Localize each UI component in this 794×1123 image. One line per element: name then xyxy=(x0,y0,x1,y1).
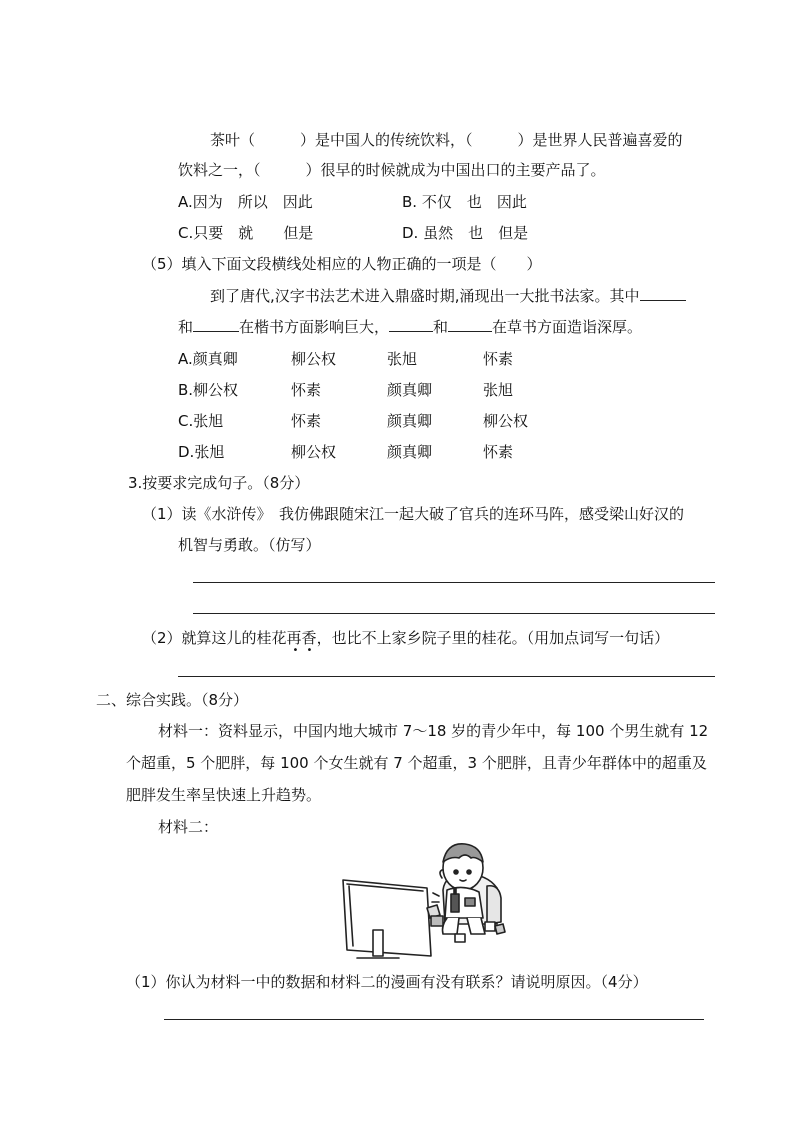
q5-option-label: B.柳公权 xyxy=(178,381,239,399)
q5-option-name: 柳公权 xyxy=(291,350,337,368)
section-2-question-1: （1）你认为材料一中的数据和材料二的漫画有没有联系？请说明原因。（4分） xyxy=(126,973,648,991)
q5-passage-and2: 和 xyxy=(433,318,449,336)
q3-item1-line1: （1）读《水浒传》 我仿佛跟随宋江一起大破了官兵的连环马阵，感受梁山好汉的 xyxy=(142,505,685,523)
tea-question-line2: 饮料之一，（ ）很早的时候就成为中国出口的主要产品了。 xyxy=(178,161,606,179)
q5-option-name: 怀素 xyxy=(483,350,514,368)
q5-option-label: D.张旭 xyxy=(178,443,225,461)
blank-line xyxy=(640,286,686,301)
material-1-line2: 个超重，5 个肥胖，每 100 个女生就有 7 个超重，3 个肥胖，且青少年群体中的超重及 xyxy=(126,754,707,772)
tea-option-d: D. 虽然 也 但是 xyxy=(402,224,529,242)
q3-item2 xyxy=(142,628,670,656)
q3-item2-dotted-text: 再香 xyxy=(286,629,317,647)
q5-option-label: C.张旭 xyxy=(178,412,224,430)
q5-passage-line1 xyxy=(210,286,686,306)
q5-option-name: 颜真卿 xyxy=(387,381,433,399)
section-2-title: 二、综合实践。（8分） xyxy=(96,691,249,709)
q5-option-name: 柳公权 xyxy=(291,443,337,461)
answer-line xyxy=(164,1019,704,1020)
q5-passage-text1: 到了唐代,汉字书法艺术进入鼎盛时期,涌现出一大批书法家。其中 xyxy=(210,287,640,305)
emphasis-dots: •• xyxy=(292,645,321,656)
q5-passage-kaishu: 在楷书方面影响巨大， xyxy=(239,318,390,336)
blank-line xyxy=(193,317,239,332)
q5-option-name: 颜真卿 xyxy=(387,443,433,461)
material-2-label: 材料二： xyxy=(158,818,219,836)
blank-line xyxy=(448,317,492,332)
cartoon-child-watching-tv xyxy=(335,838,515,964)
tea-option-a: A.因为 所以 因此 xyxy=(178,193,313,211)
q5-passage-line2 xyxy=(178,317,642,337)
question-3-title: 3.按要求完成句子。（8分） xyxy=(128,474,310,492)
answer-line xyxy=(193,613,715,614)
tea-option-b: B. 不仅 也 因此 xyxy=(402,193,527,211)
q3-item1-line2: 机智与勇敢。（仿写） xyxy=(178,536,321,554)
dotted-word xyxy=(286,629,321,656)
q5-option-name: 柳公权 xyxy=(483,412,529,430)
q3-item2-rest: ，也比不上家乡院子里的桂花。（用加点词写一句话） xyxy=(316,629,670,647)
answer-line xyxy=(178,676,715,677)
tea-question-line1: 茶叶（ ）是中国人的传统饮料，（ ）是世界人民普遍喜爱的 xyxy=(210,131,683,149)
material-1-line1: 材料一：资料显示，中国内地大城市 7～18 岁的青少年中，每 100 个男生就有 12 xyxy=(158,722,709,740)
q5-option-name: 怀素 xyxy=(483,443,514,461)
q3-item2-pre: （2）就算这儿的桂花 xyxy=(142,629,287,647)
material-1-line3: 肥胖发生率呈快速上升趋势。 xyxy=(126,786,322,804)
q5-option-label: A.颜真卿 xyxy=(178,350,238,368)
q5-option-name: 怀素 xyxy=(291,381,322,399)
q5-passage-caoshu: 在草书方面造诣深厚。 xyxy=(492,318,643,336)
q5-option-name: 怀素 xyxy=(291,412,322,430)
tea-option-c: C.只要 就 但是 xyxy=(178,224,314,242)
blank-line xyxy=(389,317,433,332)
q5-passage-and1: 和 xyxy=(178,318,194,336)
q5-option-name: 张旭 xyxy=(483,381,514,399)
answer-line xyxy=(193,582,715,583)
q5-option-name: 颜真卿 xyxy=(387,412,433,430)
question-5-stem: （5）填入下面文段横线处相应的人物正确的一项是（ ） xyxy=(142,255,542,273)
q5-option-name: 张旭 xyxy=(387,350,418,368)
